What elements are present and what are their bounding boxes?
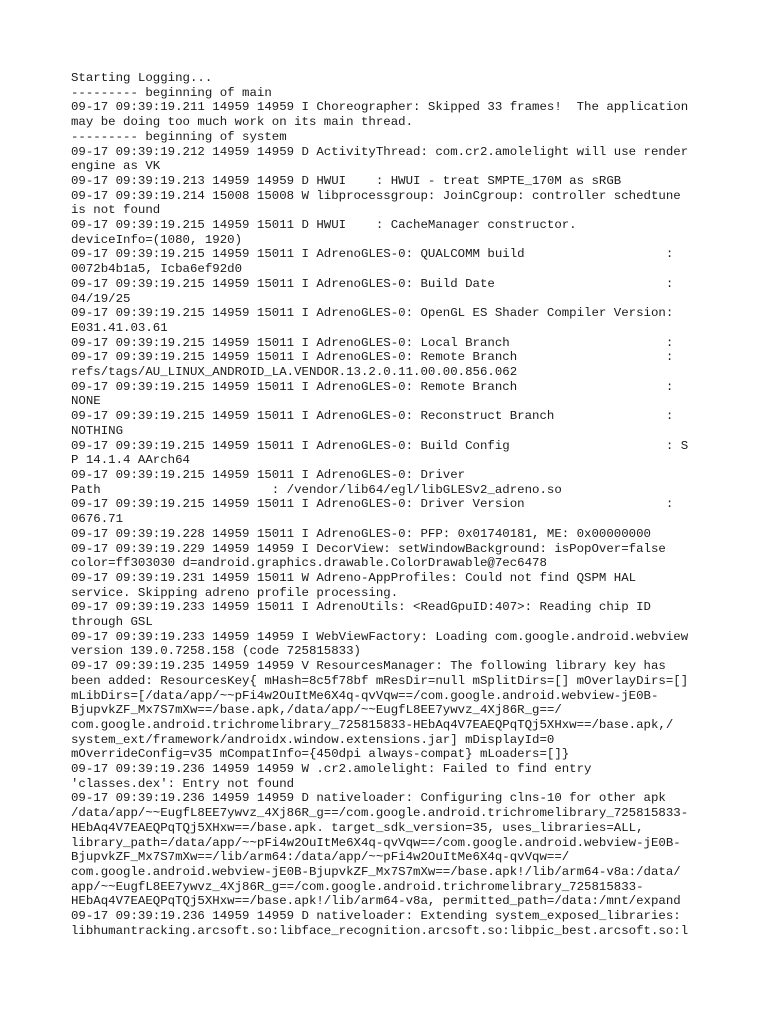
log-line: P 14.1.4 AArch64	[71, 453, 190, 468]
log-line: 09-17 09:39:19.215 14959 15011 I AdrenoGLES-0: Build Config : S	[71, 438, 689, 453]
log-line: BjupvkZF_Mx7S7mXw==/base.apk,/data/app/~~EugfL8EE7ywvz_4Xj86R_g==/	[71, 703, 562, 718]
log-line: app/~~EugfL8EE7ywvz_4Xj86R_g==/com.google.android.trichromelibrary_725815833-	[71, 879, 644, 894]
log-line: 09-17 09:39:19.231 14959 15011 W Adreno-AppProfiles: Could not find QSPM HAL	[71, 570, 637, 585]
log-line: engine as VK	[71, 159, 161, 174]
log-line: E031.41.03.61	[71, 320, 168, 335]
log-line: is not found	[71, 203, 161, 218]
log-line: service. Skipping adreno profile processing.	[71, 585, 399, 600]
log-line: Starting Logging...	[71, 71, 213, 85]
log-line: 09-17 09:39:19.212 14959 14959 D ActivityThread: com.cr2.amolelight will use render	[71, 144, 689, 159]
log-line: 04/19/25	[71, 291, 131, 306]
log-line: color=ff303030 d=android.graphics.drawable.ColorDrawable@7ec6478	[71, 556, 547, 571]
log-line: 09-17 09:39:19.213 14959 14959 D HWUI : HWUI - treat SMPTE_170M as sRGB	[71, 173, 622, 188]
log-line: library_path=/data/app/~~pFi4w2OuItMe6X4q-qvVqw==/com.google.android.webview-jE0B-	[71, 835, 681, 850]
log-line: mOverrideConfig=v35 mCompatInfo={450dpi always-compat} mLoaders=[]}	[71, 747, 570, 762]
log-line: 'classes.dex': Entry not found	[71, 776, 295, 791]
log-line: 09-17 09:39:19.215 14959 15011 I AdrenoGLES-0: QUALCOMM build :	[71, 247, 674, 262]
log-line: HEbAq4V7EAEQPqTQj5XHxw==/base.apk!/lib/arm64-v8a, permitted_path=/data:/mnt/expand	[71, 894, 681, 909]
log-line: HEbAq4V7EAEQPqTQj5XHxw==/base.apk. target_sdk_version=35, uses_libraries=ALL,	[71, 820, 644, 835]
log-document	[71, 71, 711, 938]
log-line: BjupvkZF_Mx7S7mXw==/lib/arm64:/data/app/~~pFi4w2OuItMe6X4q-qvVqw==/	[71, 850, 570, 865]
log-line: system_ext/framework/androidx.window.extensions.jar] mDisplayId=0	[71, 732, 555, 747]
log-line: com.google.android.webview-jE0B-BjupvkZF_Mx7S7mXw==/base.apk!/lib/arm64-v8a:/data/	[71, 864, 681, 879]
log-line: may be doing too much work on its main thread.	[71, 115, 414, 130]
log-line: 09-17 09:39:19.215 14959 15011 D HWUI : CacheManager constructor.	[71, 218, 577, 233]
log-line: /data/app/~~EugfL8EE7ywvz_4Xj86R_g==/com.google.android.trichromelibrary_725815833-	[71, 806, 689, 821]
log-line: mLibDirs=[/data/app/~~pFi4w2OuItMe6X4q-qvVqw==/com.google.android.webview-jE0B-	[71, 688, 659, 703]
log-line: 09-17 09:39:19.233 14959 14959 I WebViewFactory: Loading com.google.android.webview	[71, 629, 689, 644]
log-line: 0072b4b1a5, Icba6ef92d0	[71, 262, 243, 277]
log-line: 09-17 09:39:19.236 14959 14959 W .cr2.amolelight: Failed to find entry	[71, 762, 592, 777]
log-line: 09-17 09:39:19.228 14959 15011 I AdrenoGLES-0: PFP: 0x01740181, ME: 0x00000000	[71, 526, 651, 541]
log-line: 09-17 09:39:19.215 14959 15011 I AdrenoGLES-0: Reconstruct Branch :	[71, 409, 674, 424]
log-line: 09-17 09:39:19.215 14959 15011 I AdrenoGLES-0: Local Branch :	[71, 335, 674, 350]
log-line: 09-17 09:39:19.214 15008 15008 W libprocessgroup: JoinCgroup: controller schedtune	[71, 188, 681, 203]
log-line: --------- beginning of main	[71, 85, 272, 100]
log-line: 09-17 09:39:19.236 14959 14959 D nativeloader: Configuring clns-10 for other apk	[71, 791, 666, 806]
log-line: 09-17 09:39:19.215 14959 15011 I AdrenoGLES-0: Driver	[71, 467, 466, 482]
log-line: Path : /vendor/lib64/egl/libGLESv2_adreno.so	[71, 482, 562, 497]
log-line: 09-17 09:39:19.236 14959 14959 D nativeloader: Extending system_exposed_libraries:	[71, 909, 681, 924]
log-line: 09-17 09:39:19.229 14959 14959 I DecorView: setWindowBackground: isPopOver=false	[71, 541, 666, 556]
log-line: com.google.android.trichromelibrary_725815833-HEbAq4V7EAEQPqTQj5XHxw==/base.apk,/	[71, 717, 674, 732]
log-line: refs/tags/AU_LINUX_ANDROID_LA.VENDOR.13.2.0.11.00.00.856.062	[71, 365, 518, 380]
log-line: 09-17 09:39:19.215 14959 15011 I AdrenoGLES-0: Remote Branch :	[71, 350, 674, 365]
log-line: libhumantracking.arcsoft.so:libface_recognition.arcsoft.so:libpic_best.arcsoft.so:l	[71, 923, 689, 938]
log-line: been added: ResourcesKey{ mHash=8c5f78bf mResDir=null mSplitDirs=[] mOverlayDirs=[]	[71, 673, 689, 688]
log-line: NONE	[71, 394, 101, 409]
log-line: 09-17 09:39:19.215 14959 15011 I AdrenoGLES-0: Remote Branch :	[71, 379, 674, 394]
log-line: 09-17 09:39:19.233 14959 15011 I AdrenoUtils: <ReadGpuID:407>: Reading chip ID	[71, 600, 651, 615]
log-line: 09-17 09:39:19.211 14959 14959 I Choreographer: Skipped 33 frames! The application	[71, 100, 689, 115]
log-line: --------- beginning of system	[71, 129, 287, 144]
log-line: through GSL	[71, 615, 153, 630]
log-line: 0676.71	[71, 512, 124, 527]
log-line: 09-17 09:39:19.215 14959 15011 I AdrenoGLES-0: Driver Version :	[71, 497, 674, 512]
log-line: deviceInfo=(1080, 1920)	[71, 232, 243, 247]
log-line: 09-17 09:39:19.215 14959 15011 I AdrenoGLES-0: OpenGL ES Shader Compiler Version:	[71, 306, 674, 321]
log-line: NOTHING	[71, 423, 124, 438]
log-line: 09-17 09:39:19.215 14959 15011 I AdrenoGLES-0: Build Date :	[71, 276, 674, 291]
log-line: 09-17 09:39:19.235 14959 14959 V ResourcesManager: The following library key has	[71, 659, 666, 674]
log-line: version 139.0.7258.158 (code 725815833)	[71, 644, 361, 659]
